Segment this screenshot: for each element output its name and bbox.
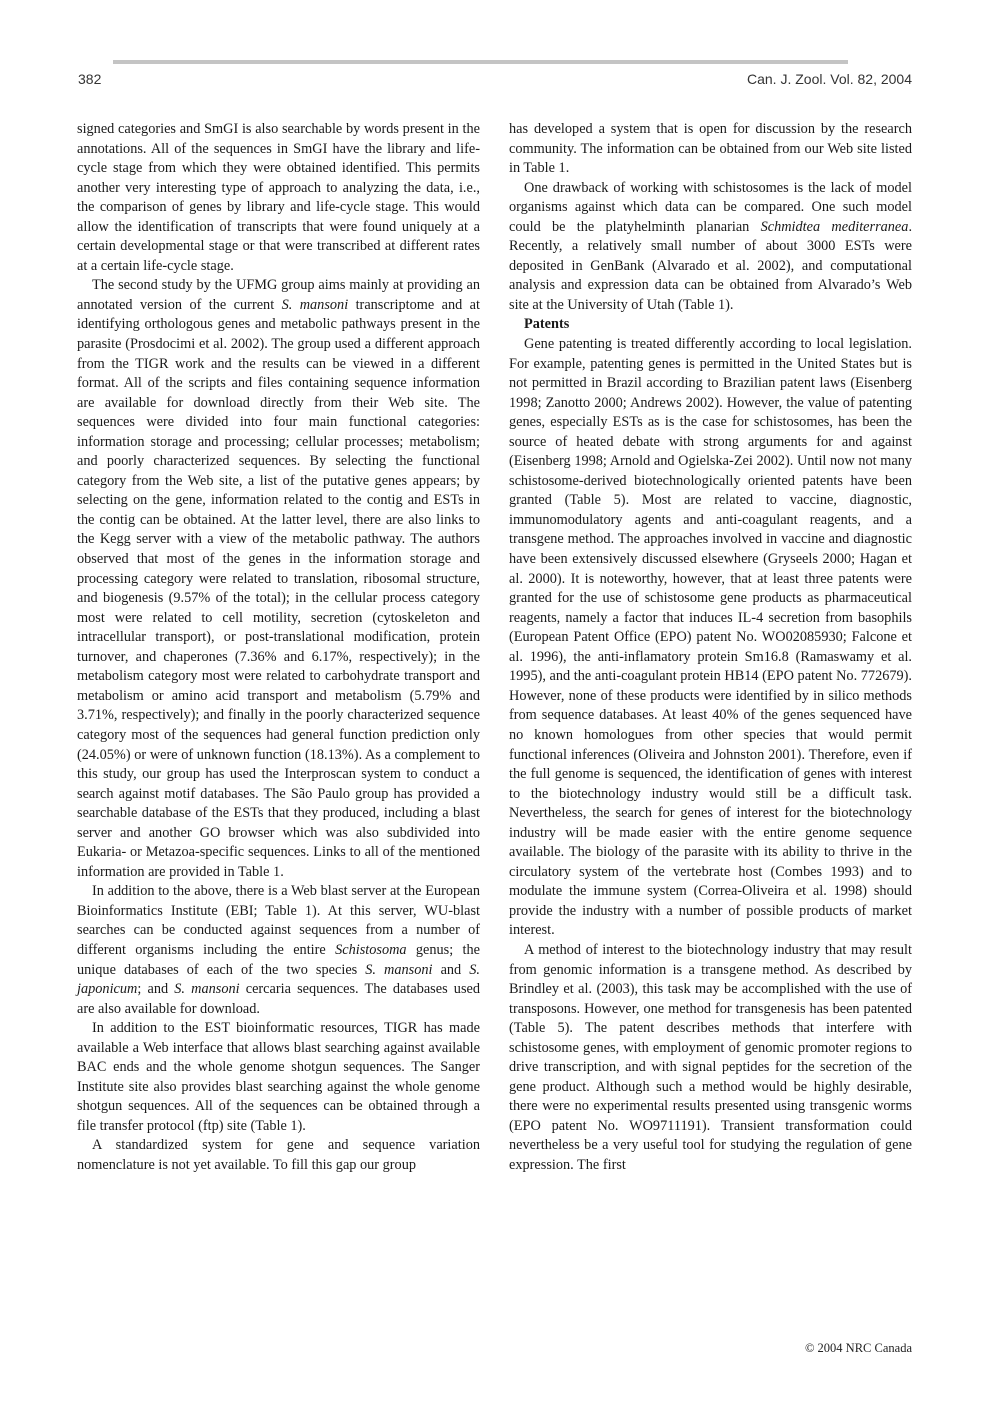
- species-name: S. mansoni: [365, 961, 433, 978]
- journal-citation: Can. J. Zool. Vol. 82, 2004: [747, 71, 912, 87]
- paragraph: [509, 179, 912, 316]
- species-name: S. mansoni: [174, 981, 240, 998]
- header-rule: [113, 60, 848, 64]
- paragraph: has developed a system that is open for discussion by the research community. The information can be obtained from our Web site listed in Table 1.: [509, 121, 912, 177]
- paragraph: [77, 276, 480, 882]
- paragraph: A method of interest to the biotechnology industry that may result from genomic information is a transgene method. As described by Brindley et al. (2003), this task may be accomplished with the use of transposons. However, one method for transgenesis has been patented (Table 5). The patent describes methods that interfere with schistosome genes, with employment of genomic promoter regions to drive transcription, and with signal peptides for the secretion of the gene product. Although such a method would be highly desirable, there were no experimental results presented using transgenic worms (EPO patent No. WO9711191). Transient transformation could nevertheless be a very useful tool for studying the regulation of gene expression. The first: [509, 941, 912, 1173]
- text-run: and: [432, 961, 470, 978]
- text-run: The second study by the UFMG group aims mainly at providing an annotated version of the current: [77, 277, 480, 313]
- species-name: Schmidtea mediterranea: [760, 218, 909, 235]
- paragraph: [77, 882, 480, 1019]
- text-run: ; and: [137, 981, 175, 998]
- left-column: [77, 120, 480, 1176]
- text-run: genus; the unique databases of each of the two species: [77, 941, 481, 978]
- right-column: [509, 120, 912, 1176]
- text-run: One drawback of working with schistosomes is the lack of model organisms against which data can be compared. One such model could be the platyhelminth planarian: [509, 179, 912, 235]
- text-run: In addition to the above, there is a Web blast server at the European Bioinformatics Institute (EBI; Table 1). At this server, WU-blast searches can be conducted against sequences from a number of different organisms including the entire: [77, 883, 480, 958]
- copyright-footer: © 2004 NRC Canada: [804, 1341, 912, 1355]
- text-run: cercaria sequences. The databases used are also available for download.: [77, 981, 481, 1017]
- section-heading: Patents: [524, 316, 570, 333]
- running-head: [78, 71, 912, 91]
- genus-name: Schistosoma: [335, 941, 407, 958]
- text-run: transcriptome and at identifying orthologous genes and metabolic pathways present in the parasite (Prosdocimi et al. 2002). The group used a different approach from the TIGR work and the results can be viewed in a different format. All of the scripts and files containing sequence information are available for download directly from their Web site. The sequences were divided into four main functional categories: information storage and processing; cellular processes; metabolism; and poorly characterized sequences. By selecting the functional category from the Web site, a list of the putative genes appears; by selecting on the gene, information related to the contig and ESTs in the contig can be obtained. At the latter level, there are also links to the Kegg server with a view of the metabolic pathway. The authors observed that most of the genes in the information storage and processing category were related to translation, ribosomal structure, and biogenesis (9.57% of the total); in the cellular process category most were related to cell motility, secretion (cytoskeleton and intracellular transport), or post-translational modification, protein turnover, and chaperones (7.36% and 6.17%, respectively); in the metabolism category most were related to carbohydrate transport and metabolism or amino acid transport and metabolism (5.79% and 3.71%, respectively); and finally in the poorly characterized sequence category most of the sequences had general function prediction only (24.05%) or were of unknown function (18.13%). As a complement to this study, our group has used the Interproscan system to conduct a search against motif databases. The São Paulo group has provided a searchable database of the ESTs that they produced, including a blast server and another GO browser which was also subdivided into Eukaria- or Metazoa-specific sequences. Links to all of the mentioned information are provided in Table 1.: [77, 296, 480, 880]
- species-name: S. mansoni: [281, 296, 349, 313]
- paragraph: signed categories and SmGI is also searchable by words present in the annotations. All of the sequences in SmGI have the library and life-cycle stage from which they were obtained identified. This permits another very interesting type of approach to analyzing the data, i.e., the comparison of genes by library and life-cycle stage. This would allow the identification of transcripts that were found uniquely at a certain developmental stage or that were transcribed at different rates at a certain life-cycle stage.: [77, 121, 480, 274]
- page-number: 382: [78, 71, 102, 87]
- text-run: . Recently, a relatively small number of about 3000 ESTs were deposited in GenBank (Alvarado et al. 2002), and computational analysis and expression data can be obtained from Alvarado’s Web site at the University of Utah (Table 1).: [509, 218, 913, 313]
- paragraph: A standardized system for gene and sequence variation nomenclature is not yet available. To fill this gap our group: [77, 1137, 480, 1173]
- paragraph: Gene patenting is treated differently according to local legislation. For example, patenting genes is permitted in the United States but is not permitted in Brazil according to Brazilian patent laws (Eisenberg 1998; Zanotto 2000; Andrews 2002). However, the value of patenting genes, especially ESTs as is the case for schistosomes, has been the source of heated debate with strong arguments for and against (Eisenberg 1998; Arnold and Ogielska-Zei 2002). Until now not many schistosome-derived biotechnologically oriented patents have been granted (Table 5). Most are related to vaccine, diagnostic, immunomodulatory agents and anti-coagulant reagents, and a transgene method. The approaches involved in vaccine and diagnostic have been extensively discussed elsewhere (Gryseels 2000; Hagan et al. 2000). It is noteworthy, however, that at least three patents were granted for the use of schistosome gene products as pharmaceutical reagents, namely a factor that induces IL-4 secretion from basophils (European Patent Office (EPO) patent No. WO02085930; Falcone et al. 1996), the anti-inflamatory protein Sm16.8 (Ramaswamy et al. 1995), and the anti-coagulant protein HB14 (EPO patent No. 772679). However, none of these products were identified by in silico methods from sequence databases. At least 40% of the genes sequenced have no known homologues from other species that would permit functional inferences (Oliveira and Johnston 2001). Therefore, even if the full genome is sequenced, the identification of genes with interest to the biotechnology industry would still be a difficult task. Nevertheless, the search for genes of interest for the biotechnology industry will be made easier with the entire genome sequence available. The biology of the parasite with its ability to thrive in the circulatory system of the vertebrate host (Combes 1993) and to modulate the immune system (Correa-Oliveira et al. 1998) should provide the industry with a number of possible products of market interest.: [509, 336, 912, 939]
- species-name: S. japonicum: [77, 961, 480, 998]
- paragraph: In addition to the EST bioinformatic resources, TIGR has made available a Web interface that allows blast searching against available BAC ends and the whole genome shotgun sequences. The Sanger Institute site also provides blast searching against the whole genome shotgun sequences. All of the sequences can be obtained through a file transfer protocol (ftp) site (Table 1).: [77, 1020, 480, 1134]
